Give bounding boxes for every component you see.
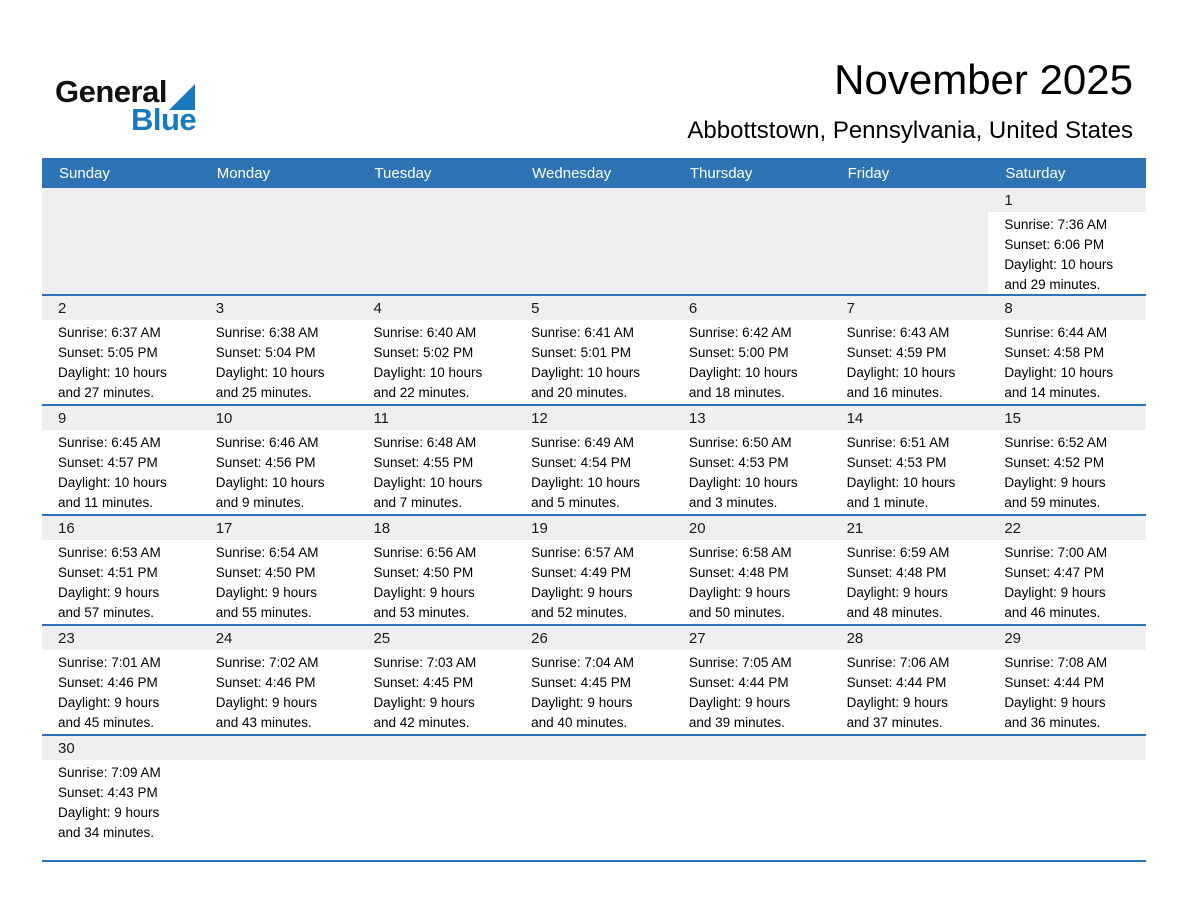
sunrise-text: Sunrise: 6:41 AM [531, 325, 634, 340]
daylight-text: Daylight: 9 hours [1004, 475, 1106, 490]
day-details [831, 430, 989, 513]
daylight-text: and 16 minutes. [846, 385, 943, 400]
day-number-strip [515, 516, 673, 540]
weekday-header-wednesday: Wednesday [532, 164, 612, 182]
sunrise-text: Sunrise: 7:08 AM [1004, 655, 1108, 670]
day-number-strip [357, 188, 515, 212]
sunset-text: Sunset: 4:48 PM [846, 565, 947, 580]
weekday-header-monday: Monday [216, 164, 271, 182]
week-row [42, 734, 1146, 860]
day-details [200, 760, 358, 763]
day-number-strip [200, 736, 358, 760]
day-number-strip [200, 516, 358, 540]
day-details [357, 760, 515, 763]
sunset-text: Sunset: 4:50 PM [215, 565, 316, 580]
sunset-text: Sunset: 5:04 PM [215, 345, 316, 360]
daylight-text: Daylight: 9 hours [846, 695, 948, 710]
day-cell-30 [42, 736, 200, 860]
sunset-text: Sunset: 6:06 PM [1004, 237, 1105, 252]
day-details [357, 540, 515, 623]
weekday-header-sunday: Sunday [59, 164, 110, 182]
daylight-text: and 45 minutes. [58, 715, 155, 730]
day-number-strip [357, 406, 515, 430]
empty-day-cell [831, 736, 989, 860]
sunrise-text: Sunrise: 6:50 AM [688, 435, 792, 450]
sunset-text: Sunset: 4:58 PM [1004, 345, 1105, 360]
day-details [988, 320, 1146, 403]
sunset-text: Sunset: 4:47 PM [1004, 565, 1105, 580]
day-details [515, 760, 673, 763]
day-cell-29 [988, 626, 1146, 734]
day-cell-17 [200, 516, 358, 624]
daylight-text: Daylight: 9 hours [688, 585, 791, 600]
sunrise-text: Sunrise: 6:46 AM [215, 435, 319, 450]
day-details [42, 212, 200, 215]
weekday-header-thursday: Thursday [689, 164, 753, 182]
day-details [200, 320, 358, 403]
daylight-text: and 48 minutes. [846, 605, 943, 620]
daylight-text: Daylight: 10 hours [58, 365, 167, 380]
day-number-strip [42, 188, 200, 212]
daylight-text: Daylight: 9 hours [1004, 695, 1106, 710]
sunset-text: Sunset: 4:56 PM [215, 455, 316, 470]
day-details [673, 760, 831, 763]
daylight-text: Daylight: 10 hours [531, 365, 640, 380]
day-number-strip [357, 516, 515, 540]
day-number: 25 [373, 629, 391, 647]
empty-day-cell [515, 188, 673, 294]
day-number: 2 [58, 299, 67, 317]
weekday-header-friday: Friday [847, 164, 890, 182]
day-number-strip [673, 296, 831, 320]
daylight-text: and 22 minutes. [373, 385, 470, 400]
day-number-strip [42, 406, 200, 430]
sunrise-text: Sunrise: 6:40 AM [373, 325, 477, 340]
daylight-text: and 9 minutes. [215, 495, 305, 510]
day-details [200, 540, 358, 623]
sunset-text: Sunset: 4:53 PM [688, 455, 789, 470]
day-number-strip [42, 516, 200, 540]
sunset-text: Sunset: 4:46 PM [58, 675, 158, 690]
daylight-text: Daylight: 10 hours [846, 475, 956, 490]
daylight-text: and 39 minutes. [688, 715, 785, 730]
day-cell-27 [673, 626, 831, 734]
day-number: 13 [688, 409, 706, 427]
sunset-text: Sunset: 5:02 PM [373, 345, 474, 360]
sunrise-text: Sunrise: 6:38 AM [215, 325, 319, 340]
day-cell-9 [42, 406, 200, 514]
day-number: 7 [846, 299, 855, 317]
daylight-text: and 3 minutes. [688, 495, 778, 510]
daylight-text: and 42 minutes. [373, 715, 470, 730]
day-number-strip [515, 406, 673, 430]
day-cell-23 [42, 626, 200, 734]
sunset-text: Sunset: 4:55 PM [373, 455, 474, 470]
daylight-text: and 52 minutes. [531, 605, 628, 620]
day-details [673, 212, 831, 215]
day-details [357, 320, 515, 403]
daylight-text: Daylight: 10 hours [1004, 365, 1114, 380]
day-number-strip [988, 626, 1146, 650]
day-number-strip [988, 516, 1146, 540]
daylight-text: Daylight: 9 hours [58, 805, 160, 820]
day-number-strip [357, 296, 515, 320]
day-details [515, 650, 673, 733]
day-number: 11 [373, 409, 390, 427]
daylight-text: and 57 minutes. [58, 605, 155, 620]
daylight-text: and 37 minutes. [846, 715, 943, 730]
day-number: 5 [531, 299, 540, 317]
daylight-text: Daylight: 10 hours [58, 475, 167, 490]
day-number: 16 [58, 519, 75, 537]
sunrise-text: Sunrise: 6:37 AM [58, 325, 161, 340]
sunset-text: Sunset: 4:48 PM [688, 565, 789, 580]
sunrise-text: Sunrise: 6:44 AM [1004, 325, 1108, 340]
day-number: 18 [373, 519, 391, 537]
empty-day-cell [42, 188, 200, 294]
day-details [200, 212, 358, 215]
empty-day-cell [357, 188, 515, 294]
day-number-strip [200, 296, 358, 320]
day-details [357, 212, 515, 215]
day-number-strip [988, 736, 1146, 760]
day-details [42, 540, 200, 623]
day-cell-5 [515, 296, 673, 404]
sunset-text: Sunset: 5:05 PM [58, 345, 158, 360]
day-details [988, 760, 1146, 763]
weekday-header-saturday: Saturday [1005, 164, 1066, 182]
day-number: 4 [373, 299, 382, 317]
day-number-strip [831, 516, 989, 540]
day-number-strip [357, 736, 515, 760]
sunrise-text: Sunrise: 6:53 AM [58, 545, 161, 560]
sunrise-text: Sunrise: 6:52 AM [1004, 435, 1108, 450]
empty-day-cell [200, 736, 358, 860]
daylight-text: Daylight: 9 hours [58, 695, 160, 710]
day-cell-24 [200, 626, 358, 734]
day-number: 23 [58, 629, 75, 647]
empty-day-cell [831, 188, 989, 294]
day-details [988, 650, 1146, 733]
empty-day-cell [988, 736, 1146, 860]
sunrise-text: Sunrise: 6:42 AM [688, 325, 792, 340]
sunrise-text: Sunrise: 7:06 AM [846, 655, 950, 670]
day-number: 28 [846, 629, 864, 647]
day-number-strip [42, 296, 200, 320]
sunrise-text: Sunrise: 7:05 AM [688, 655, 792, 670]
daylight-text: Daylight: 10 hours [1004, 257, 1114, 272]
daylight-text: and 34 minutes. [58, 825, 155, 840]
weekday-header-row [42, 158, 1146, 188]
day-cell-28 [831, 626, 989, 734]
daylight-text: and 43 minutes. [215, 715, 312, 730]
day-number: 3 [215, 299, 225, 317]
day-details [988, 540, 1146, 623]
day-number-strip [200, 626, 358, 650]
day-number-strip [515, 188, 673, 212]
day-cell-6 [673, 296, 831, 404]
day-number-strip [42, 626, 200, 650]
day-number-strip [988, 406, 1146, 430]
day-number: 12 [531, 409, 548, 427]
daylight-text: and 14 minutes. [1004, 385, 1101, 400]
day-number: 29 [1004, 629, 1021, 647]
week-row [42, 624, 1146, 734]
day-cell-20 [673, 516, 831, 624]
sunset-text: Sunset: 4:52 PM [1004, 455, 1105, 470]
daylight-text: Daylight: 9 hours [215, 585, 318, 600]
day-number-strip [200, 188, 358, 212]
day-number-strip [357, 626, 515, 650]
day-cell-19 [515, 516, 673, 624]
day-cell-13 [673, 406, 831, 514]
calendar [42, 158, 1146, 862]
day-cell-18 [357, 516, 515, 624]
daylight-text: and 27 minutes. [58, 385, 155, 400]
daylight-text: and 46 minutes. [1004, 605, 1101, 620]
sunset-text: Sunset: 4:44 PM [846, 675, 947, 690]
daylight-text: Daylight: 10 hours [215, 365, 325, 380]
daylight-text: and 40 minutes. [531, 715, 628, 730]
day-details [831, 760, 989, 763]
daylight-text: and 29 minutes. [1004, 277, 1101, 292]
day-number-strip [673, 188, 831, 212]
day-number-strip [42, 736, 200, 760]
day-details [673, 320, 831, 403]
day-cell-3 [200, 296, 358, 404]
daylight-text: Daylight: 10 hours [373, 475, 483, 490]
day-cell-16 [42, 516, 200, 624]
day-cell-7 [831, 296, 989, 404]
day-cell-10 [200, 406, 358, 514]
sunrise-text: Sunrise: 6:59 AM [846, 545, 950, 560]
day-cell-21 [831, 516, 989, 624]
day-cell-2 [42, 296, 200, 404]
daylight-text: and 18 minutes. [688, 385, 785, 400]
calendar-grid [42, 188, 1146, 860]
daylight-text: and 55 minutes. [215, 605, 312, 620]
sunset-text: Sunset: 4:44 PM [688, 675, 789, 690]
sunrise-text: Sunrise: 7:01 AM [58, 655, 161, 670]
empty-day-cell [515, 736, 673, 860]
day-details [988, 212, 1146, 294]
day-number: 27 [688, 629, 706, 647]
sunrise-text: Sunrise: 6:56 AM [373, 545, 477, 560]
sunrise-text: Sunrise: 6:58 AM [688, 545, 792, 560]
logo-text-blue: Blue [131, 102, 197, 137]
day-number-strip [673, 406, 831, 430]
day-number-strip [831, 296, 989, 320]
day-number: 20 [688, 519, 706, 537]
day-details [200, 430, 358, 513]
day-cell-8 [988, 296, 1146, 404]
day-number-strip [515, 626, 673, 650]
day-cell-14 [831, 406, 989, 514]
week-row [42, 404, 1146, 514]
sunset-text: Sunset: 4:43 PM [58, 785, 158, 800]
day-details [988, 430, 1146, 513]
daylight-text: and 53 minutes. [373, 605, 470, 620]
day-number: 17 [215, 519, 233, 537]
daylight-text: Daylight: 9 hours [688, 695, 791, 710]
day-number-strip [988, 188, 1146, 212]
daylight-text: Daylight: 9 hours [531, 585, 633, 600]
day-number-strip [988, 296, 1146, 320]
sunset-text: Sunset: 4:53 PM [846, 455, 947, 470]
sunset-text: Sunset: 4:50 PM [373, 565, 474, 580]
day-number: 22 [1004, 519, 1021, 537]
day-number-strip [515, 296, 673, 320]
day-details [357, 430, 515, 513]
sunset-text: Sunset: 4:49 PM [531, 565, 631, 580]
day-number-strip [831, 188, 989, 212]
week-row [42, 294, 1146, 404]
sunset-text: Sunset: 4:44 PM [1004, 675, 1105, 690]
day-number: 24 [215, 629, 233, 647]
day-cell-12 [515, 406, 673, 514]
location-subtitle: Abbottstown, Pennsylvania, United States [687, 117, 1133, 144]
daylight-text: Daylight: 10 hours [373, 365, 483, 380]
sunset-text: Sunset: 4:59 PM [846, 345, 947, 360]
day-details [831, 540, 989, 623]
daylight-text: and 11 minutes. [58, 495, 154, 510]
weekday-header-tuesday: Tuesday [374, 164, 432, 182]
day-cell-26 [515, 626, 673, 734]
sunrise-text: Sunrise: 7:09 AM [58, 765, 161, 780]
day-cell-1 [988, 188, 1146, 294]
daylight-text: and 36 minutes. [1004, 715, 1101, 730]
sunset-text: Sunset: 4:57 PM [58, 455, 158, 470]
day-number-strip [515, 736, 673, 760]
day-details [200, 650, 358, 733]
day-cell-22 [988, 516, 1146, 624]
empty-day-cell [673, 188, 831, 294]
day-cell-11 [357, 406, 515, 514]
day-number-strip [831, 736, 989, 760]
day-details [42, 650, 200, 733]
day-cell-4 [357, 296, 515, 404]
daylight-text: Daylight: 10 hours [846, 365, 956, 380]
page-title: November 2025 [834, 56, 1133, 103]
sunrise-text: Sunrise: 6:49 AM [531, 435, 634, 450]
day-details [515, 540, 673, 623]
daylight-text: and 50 minutes. [688, 605, 785, 620]
daylight-text: Daylight: 9 hours [373, 695, 475, 710]
day-cell-15 [988, 406, 1146, 514]
daylight-text: and 5 minutes. [531, 495, 620, 510]
day-number: 21 [846, 519, 864, 537]
day-number: 14 [846, 409, 864, 427]
day-details [357, 650, 515, 733]
day-number: 9 [58, 409, 67, 427]
empty-day-cell [200, 188, 358, 294]
day-cell-25 [357, 626, 515, 734]
sunrise-text: Sunrise: 7:36 AM [1004, 217, 1108, 232]
day-number: 30 [58, 739, 75, 757]
day-number: 15 [1004, 409, 1021, 427]
day-details [831, 212, 989, 215]
daylight-text: Daylight: 10 hours [688, 365, 798, 380]
day-number: 1 [1004, 191, 1013, 209]
sunrise-text: Sunrise: 6:54 AM [215, 545, 319, 560]
day-number: 26 [531, 629, 548, 647]
day-details [673, 430, 831, 513]
logo-text-general: General [55, 74, 167, 109]
sunset-text: Sunset: 4:54 PM [531, 455, 631, 470]
sunrise-text: Sunrise: 7:03 AM [373, 655, 477, 670]
daylight-text: Daylight: 10 hours [688, 475, 798, 490]
sunset-text: Sunset: 4:45 PM [531, 675, 631, 690]
sunrise-text: Sunrise: 7:04 AM [531, 655, 634, 670]
day-number-strip [831, 406, 989, 430]
daylight-text: Daylight: 9 hours [531, 695, 633, 710]
day-number-strip [200, 406, 358, 430]
empty-day-cell [357, 736, 515, 860]
daylight-text: and 1 minute. [846, 495, 929, 510]
day-number-strip [673, 516, 831, 540]
sunset-text: Sunset: 4:45 PM [373, 675, 474, 690]
day-number: 10 [215, 409, 233, 427]
day-number: 6 [688, 299, 698, 317]
daylight-text: Daylight: 10 hours [215, 475, 325, 490]
day-number: 8 [1004, 299, 1013, 317]
sunset-text: Sunset: 4:51 PM [58, 565, 158, 580]
daylight-text: and 20 minutes. [531, 385, 628, 400]
day-details [42, 760, 200, 843]
daylight-text: Daylight: 9 hours [215, 695, 318, 710]
daylight-text: and 59 minutes. [1004, 495, 1101, 510]
sunrise-text: Sunrise: 6:45 AM [58, 435, 161, 450]
general-blue-logo [55, 74, 196, 138]
sunset-text: Sunset: 4:46 PM [215, 675, 316, 690]
daylight-text: and 7 minutes. [373, 495, 462, 510]
day-number-strip [673, 626, 831, 650]
day-details [515, 430, 673, 513]
daylight-text: and 25 minutes. [215, 385, 312, 400]
sunrise-text: Sunrise: 6:57 AM [531, 545, 634, 560]
day-details [673, 540, 831, 623]
sunrise-text: Sunrise: 6:43 AM [846, 325, 950, 340]
daylight-text: Daylight: 10 hours [531, 475, 640, 490]
day-details [42, 320, 200, 403]
daylight-text: Daylight: 9 hours [1004, 585, 1106, 600]
day-details [831, 650, 989, 733]
week-row [42, 188, 1146, 294]
daylight-text: Daylight: 9 hours [58, 585, 160, 600]
day-details [515, 212, 673, 215]
day-details [673, 650, 831, 733]
sunrise-text: Sunrise: 7:00 AM [1004, 545, 1108, 560]
day-details [515, 320, 673, 403]
day-number-strip [831, 626, 989, 650]
day-details [831, 320, 989, 403]
week-row [42, 514, 1146, 624]
sunset-text: Sunset: 5:00 PM [688, 345, 789, 360]
daylight-text: Daylight: 9 hours [373, 585, 475, 600]
sunrise-text: Sunrise: 6:51 AM [846, 435, 950, 450]
day-number: 19 [531, 519, 548, 537]
day-details [42, 430, 200, 513]
sunset-text: Sunset: 5:01 PM [531, 345, 631, 360]
daylight-text: Daylight: 9 hours [846, 585, 948, 600]
day-number-strip [673, 736, 831, 760]
empty-day-cell [673, 736, 831, 860]
sunrise-text: Sunrise: 6:48 AM [373, 435, 477, 450]
sunrise-text: Sunrise: 7:02 AM [215, 655, 319, 670]
